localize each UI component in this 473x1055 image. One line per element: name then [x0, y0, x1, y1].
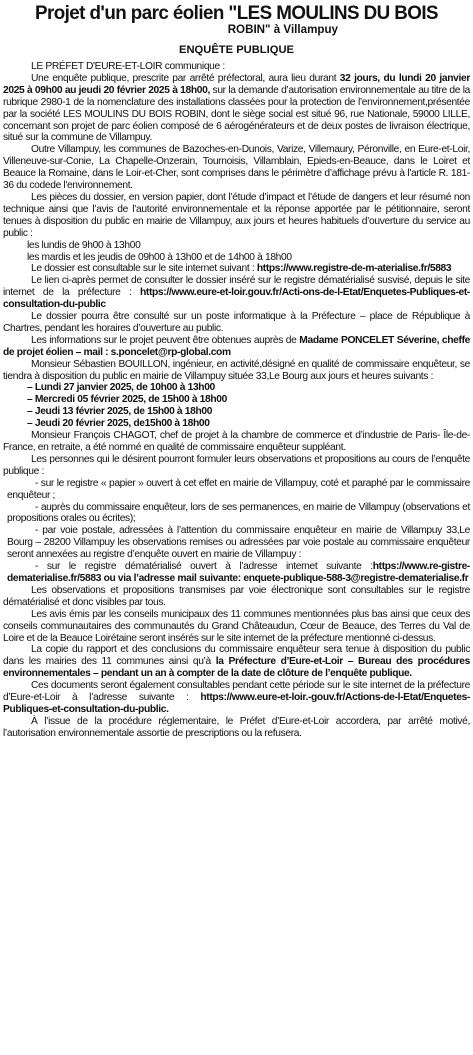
paragraph-computer-access: Le dossier pourra être consulté sur un poste informatique à la Préfecture – place de République à Chartres, pendant les horaires d’ouverture au public. — [3, 311, 470, 334]
permanence-date: – Mercredi 05 février 2025, de 15h00 à 18h00 — [27, 394, 227, 406]
paragraph-documents: Les pièces du dossier, en version papier, dont l’étude d’impact et l’étude de dangers et leur résumé non technique ainsi que l’avis de l’autorité environnementale et la réponse apportée par le pétitionnaire, seront tenues à disposition du public en mairie de Villampuy, aux jours et heures habituels d’ouverture du service au public : — [3, 191, 470, 239]
section-heading: ENQUÊTE PUBLIQUE — [179, 44, 294, 56]
permanence-date: – Jeudi 13 février 2025, de 15h00 à 18h00 — [27, 406, 213, 418]
paragraph-observations: Les personnes qui le désirent pourront formuler leurs observations et propositions au cours de l’enquête publique : — [3, 453, 470, 477]
paragraph-enquiry-dates — [3, 73, 470, 144]
enquiry-period: 32 jours, du lundi 20 janvier 2025 à 09h00 au jeudi 20 février 2025 à 18h00, — [3, 72, 470, 96]
subtitle-bold: ROBIN" — [227, 23, 271, 36]
subtitle-location: à Villampuy — [270, 23, 338, 36]
permanence-date: – Lundi 27 janvier 2025, de 10h00 à 13h00 — [27, 382, 215, 394]
paragraph-contact — [3, 335, 470, 359]
paragraph-conclusion: À l’issue de la procédure réglementaire, le Préfet d’Eure-et-Loir accordera, par arrêté motivé, l’autorisation environnementale assortie de prescriptions ou la refusera. — [3, 715, 470, 739]
permanence-date: – Jeudi 20 février 2025, de15h00 à 18h00 — [27, 418, 210, 430]
paragraph-online-file — [3, 263, 470, 275]
notice-body — [3, 61, 470, 740]
paragraph-prefecture-link — [3, 275, 470, 311]
registry-email-link[interactable]: https://www.re-gistre-dematerialise.fr/5883 ou via l’adresse mail suivante: enquete-publique-588-3@registre-dematerialise.fr — [7, 561, 470, 584]
paragraph-communes: Outre Villampuy, les communes de Bazoches-en-Dunois, Varize, Villemaury, Péronville, en Eure-et-Loir, Villeneuve-sur-Conie, La Chapelle-Onzerain, Tournoisis, Villamblain, Epieds-en-Beauce, dans le Loiret et Beauce la Romaine, dans le Loir-et-Cher, sont comprises dans le périmètre d’affichage prévu à l'article R. 181-36 du codede l'environnement. — [3, 144, 470, 192]
report-location: la Préfecture d’Eure-et-Loir – Bureau des procédures environnementales – pendant un an à compter de la date de clôture de l’enquête publique. — [3, 656, 470, 680]
paragraph-report-copy — [3, 644, 470, 680]
intro-paragraph: LE PRÉFET D'EURE-ET-LOIR communique : — [31, 61, 225, 72]
text-run: Une enquête publique, prescrite par arrêté préfectoral, aura lieu durant — [31, 72, 340, 84]
paragraph-electronic-observations: Les observations et propositions transmises par voie électronique sont consultables sur le registre dématérialisé et donc visibles par tous. — [3, 584, 470, 608]
text-run: Le dossier est consultable sur le site internet suivant : — [31, 263, 257, 275]
paragraph-report-online — [3, 680, 470, 716]
prefecture-link[interactable]: https://www.eure-et-loir.gouv.fr/Acti-ons-de-l-Etat/Enquetes-Publiques-et-consultation-du-public — [3, 287, 470, 311]
registry-link[interactable]: https://www.registre-de-m-aterialise.fr/5883 — [256, 263, 452, 275]
notice-title: Projet d'un parc éolien "LES MOULINS DU BOIS — [35, 2, 438, 24]
text-run: La copie du rapport et des conclusions du commissaire enquêteur sera tenue à disposition du public dans les mairies des 11 communes ainsi qu’à — [3, 644, 470, 668]
report-link[interactable]: https://www.eure-et-loir.-gouv.fr/Actions-de-l-Etat/Enquetes-Publiques-et-consultation-du-public. — [3, 692, 470, 715]
hours-line-2: les mardis et les jeudis de 09h00 à 13h00 et de 14h00 à 18h00 — [27, 251, 292, 263]
observation-option: - auprès du commissaire enquêteur, lors de ses permanences, en mairie de Villampuy (observations et propositions orales ou écrites); — [7, 501, 470, 525]
text-run: Les informations sur le projet peuvent être obtenues auprès de — [31, 334, 300, 346]
hours-line-1: les lundis de 9h00 à 13h00 — [27, 239, 141, 251]
text-run: Le lien ci-après permet de consulter le dossier inséré sur le registre dématérialisé susvisé, depuis le site internet de la préfecture : — [3, 275, 470, 299]
paragraph-substitute: Monsieur François CHAGOT, chef de projet à la chambre de commerce et d’industrie de Paris- Île-de-France, en retraite, a été nommé en qualité de commissaire enquêteur suppléant. — [3, 430, 470, 453]
paragraph-council-opinions: Les avis émis par les conseils municipaux des 11 communes mentionnées plus bas ainsi que ceux des conseils communautaires des communautés du Grand Châteaudun, Cœur de Beauce, des Terres du Val de Loire et de la Beauce Loirétaine seront insérés sur le site internet de la préfecture mentionné ci-dessus. — [3, 608, 470, 644]
text-run: - sur le registre dématérialisé ouvert à l’adresse internet suivante : — [35, 561, 373, 573]
observation-option — [3, 561, 470, 585]
text-run: Ces documents seront également consultables pendant cette période sur le site internet de la préfecture d’Eure-et-Loir à l’adresse suivante : — [3, 680, 470, 704]
contact-info: Madame PONCELET Séverine, cheffe de projet éolien – mail : s.poncelet@rp-global.com — [3, 334, 470, 358]
paragraph-commissioner: Monsieur Sébastien BOUILLON, ingénieur, en activité,désigné en qualité de commissaire enquêteur, se tiendra à disposition du public en mairie de Villampuy située 33,Le Bourg aux jours et heures suivants : — [3, 358, 470, 382]
notice-subtitle — [3, 23, 470, 37]
text-run: sur la demande d’autorisation environnementale au titre de la rubrique 2980-1 de la nomenclature des installations classées pour la protection de l’environnement,présentée par la société LES MOULINS DU BOIS ROBIN, dont le siège social est situé 96, rue Nationale, 59000 LILLE, concernant son projet de parc éolien composé de 6 aérogénérateurs et de deux postes de livraison électrique, situé sur la commune de Villampuy. — [3, 84, 470, 144]
observation-option: - sur le registre « papier » ouvert à cet effet en mairie de Villampuy, coté et paraphé par le commissaire enquêteur ; — [7, 477, 470, 501]
observation-option: - par voie postale, adressées à l’attention du commissaire enquêteur en mairie de Villampuy 33,Le Bourg – 28200 Villampuy les observations remises ou adressées par voie postale au commissaire enquêteur seront annexées au registre d’enquête ouvert en mairie de Villampuy : — [7, 525, 470, 561]
